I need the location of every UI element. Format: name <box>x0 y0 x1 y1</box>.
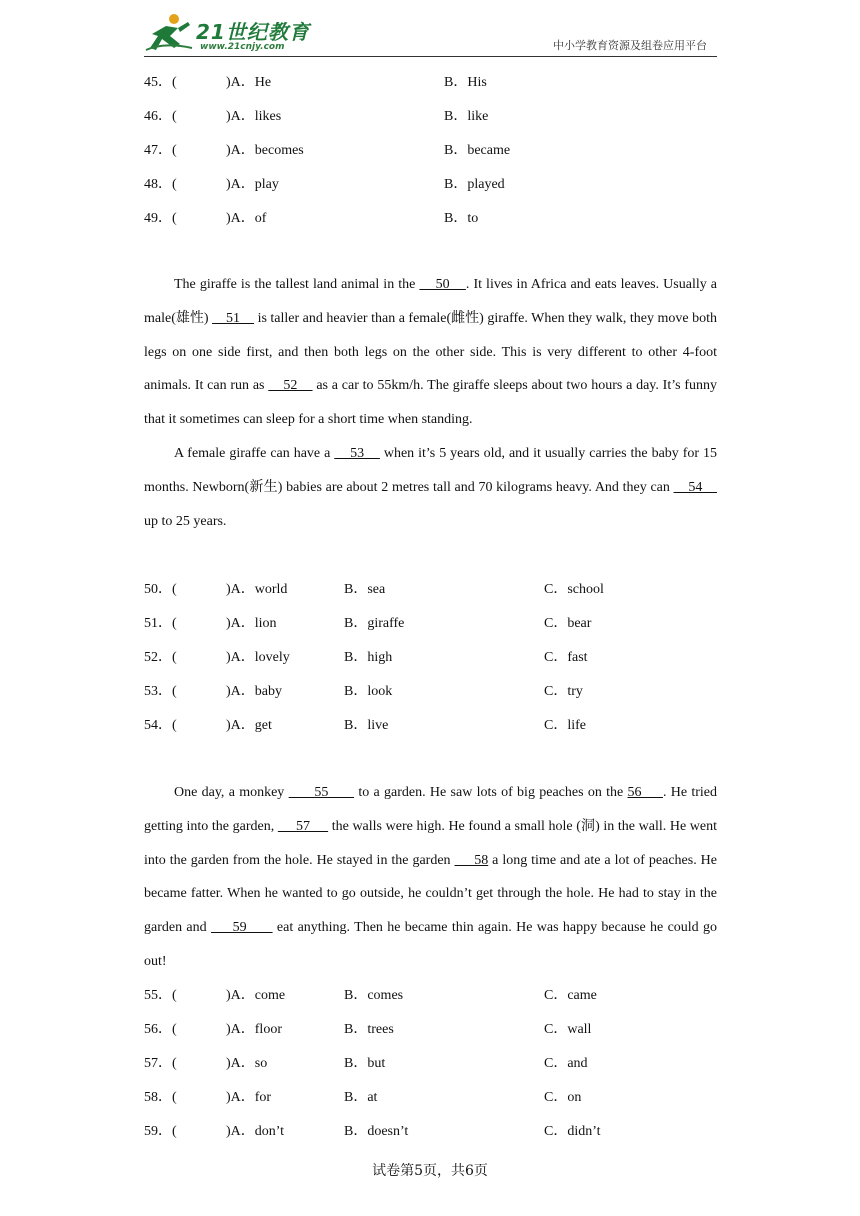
option-b: B．became <box>444 143 511 158</box>
option-b: B．but <box>344 1056 386 1071</box>
option-c: C．came <box>544 988 597 1003</box>
paragraph <box>144 776 717 979</box>
passage-text: One day, a monkey <box>174 785 289 800</box>
option-b: B．doesn’t <box>344 1124 409 1139</box>
option-a: )A．come <box>226 988 286 1003</box>
paragraph <box>144 268 717 437</box>
question-number: 51．( <box>144 616 177 631</box>
question-row <box>144 208 717 230</box>
question-number: 45．( <box>144 75 177 90</box>
option-a: )A．play <box>226 177 279 192</box>
blank-51: 51 <box>212 310 255 326</box>
question-row <box>144 140 717 162</box>
option-b: B．live <box>344 718 389 733</box>
option-a: )A．lion <box>226 616 277 631</box>
question-row <box>144 647 717 669</box>
option-a: )A．baby <box>226 684 282 699</box>
question-number: 53．( <box>144 684 177 699</box>
question-number: 47．( <box>144 143 177 158</box>
blank-53: 53 <box>334 445 380 461</box>
question-row <box>144 613 717 635</box>
option-c: C．didn’t <box>544 1124 601 1139</box>
question-number: 56．( <box>144 1022 177 1037</box>
question-number: 54．( <box>144 718 177 733</box>
question-row <box>144 174 717 196</box>
question-row <box>144 1087 717 1109</box>
blank-58: 58 <box>454 852 489 868</box>
option-c: C．school <box>544 582 604 597</box>
question-row <box>144 1121 717 1143</box>
option-c: C．try <box>544 684 583 699</box>
option-b: B．look <box>344 684 393 699</box>
option-b: B．to <box>444 211 479 226</box>
question-row <box>144 579 717 601</box>
option-c: C．life <box>544 718 586 733</box>
option-a: )A．becomes <box>226 143 304 158</box>
passage-text: eat anything. Then he became thin again. He was happy because he could go out! <box>144 920 718 969</box>
option-b: B．high <box>344 650 393 665</box>
option-b: B．His <box>444 75 487 90</box>
option-c: C．bear <box>544 616 592 631</box>
blank-55: 55 <box>288 785 355 800</box>
passage-text: as a car to 55km/h. The giraffe sleeps about two hours a day. It’s funny that it sometimes can sleep for a short time when standing. <box>144 378 718 428</box>
page-footer: 试卷第5页，共6页 <box>372 1163 488 1179</box>
question-number: 57．( <box>144 1056 177 1071</box>
option-a: )A．likes <box>226 109 282 124</box>
question-row <box>144 1053 717 1075</box>
question-row <box>144 681 717 703</box>
option-b: B．like <box>444 109 489 124</box>
option-c: C．and <box>544 1056 588 1071</box>
option-b: B．giraffe <box>344 616 405 631</box>
question-number: 58．( <box>144 1090 177 1105</box>
paragraph <box>144 437 717 538</box>
passage-text: A female giraffe can have a <box>174 445 335 461</box>
giraffe-passage <box>144 268 717 538</box>
option-a: )A．for <box>226 1090 272 1105</box>
passage-text: a long time and ate a lot of peaches. He became fatter. When he wanted to go outside, he couldn’t get through the hole. He had to stay in the garden and <box>144 852 717 936</box>
option-b: B．at <box>344 1090 378 1105</box>
blank-54: 54 <box>673 479 718 495</box>
blank-56: 56 <box>627 785 663 800</box>
passage-text: to a garden. He saw lots of big peaches on the <box>354 785 628 800</box>
option-b: B．sea <box>344 582 386 597</box>
question-number: 52．( <box>144 650 177 665</box>
passage-text: . He tried getting into the garden, <box>144 785 718 834</box>
option-a: )A．so <box>226 1056 268 1071</box>
option-c: C．fast <box>544 650 588 665</box>
option-a: )A．world <box>226 582 288 597</box>
passage-text: up to 25 years. <box>144 513 227 529</box>
blank-50: 50 <box>419 277 466 292</box>
option-a: )A．floor <box>226 1022 282 1037</box>
page-header <box>144 10 717 57</box>
question-row <box>144 1019 717 1041</box>
logo-url: www.21cnjy.com <box>200 42 285 52</box>
question-row <box>144 72 717 94</box>
question-row <box>144 715 717 737</box>
option-b: B．comes <box>344 988 404 1003</box>
site-logo <box>144 10 314 56</box>
option-a: )A．lovely <box>226 650 290 665</box>
question-number: 46．( <box>144 109 177 124</box>
option-b: B．played <box>444 177 505 192</box>
runner-logo-icon <box>144 12 194 54</box>
blank-52: 52 <box>268 378 313 394</box>
option-b: B．trees <box>344 1022 394 1037</box>
option-c: C．wall <box>544 1022 592 1037</box>
question-number: 55．( <box>144 988 177 1003</box>
question-number: 48．( <box>144 177 177 192</box>
blank-57: 57 <box>277 818 329 834</box>
question-number: 49．( <box>144 211 177 226</box>
question-row <box>144 106 717 128</box>
logo-text: 21世纪教育 <box>196 20 310 44</box>
passage-text: The giraffe is the tallest land animal in the <box>174 277 420 292</box>
passage-text: when it’s 5 years old, and it usually carries the baby for 15 months. Newborn(新生) babies are about 2 metres tall and 70 kilograms heavy. And they can <box>144 445 718 495</box>
platform-title: 中小学教育资源及组卷应用平台 <box>553 39 707 52</box>
option-a: )A．He <box>226 75 272 90</box>
option-a: )A．of <box>226 211 267 226</box>
question-number: 59．( <box>144 1124 177 1139</box>
monkey-passage <box>144 776 717 979</box>
option-a: )A．get <box>226 718 272 733</box>
blank-59: 59 <box>210 920 273 936</box>
option-c: C．on <box>544 1090 582 1105</box>
passage-text: is taller and heavier than a female(雌性) giraffe. When they walk, they move both legs on one side first, and then both legs on the other side. This is very different to other 4-foot animals. It can run as <box>144 310 718 394</box>
passage-text: . It lives in Africa and eats leaves. Usually a male(雄性) <box>144 277 718 326</box>
passage-text: the walls were high. He found a small hole (洞) in the wall. He went into the garden from the hole. He stayed in the garden <box>144 818 718 868</box>
question-number: 50．( <box>144 582 177 597</box>
question-row <box>144 985 717 1007</box>
option-a: )A．don’t <box>226 1124 285 1139</box>
